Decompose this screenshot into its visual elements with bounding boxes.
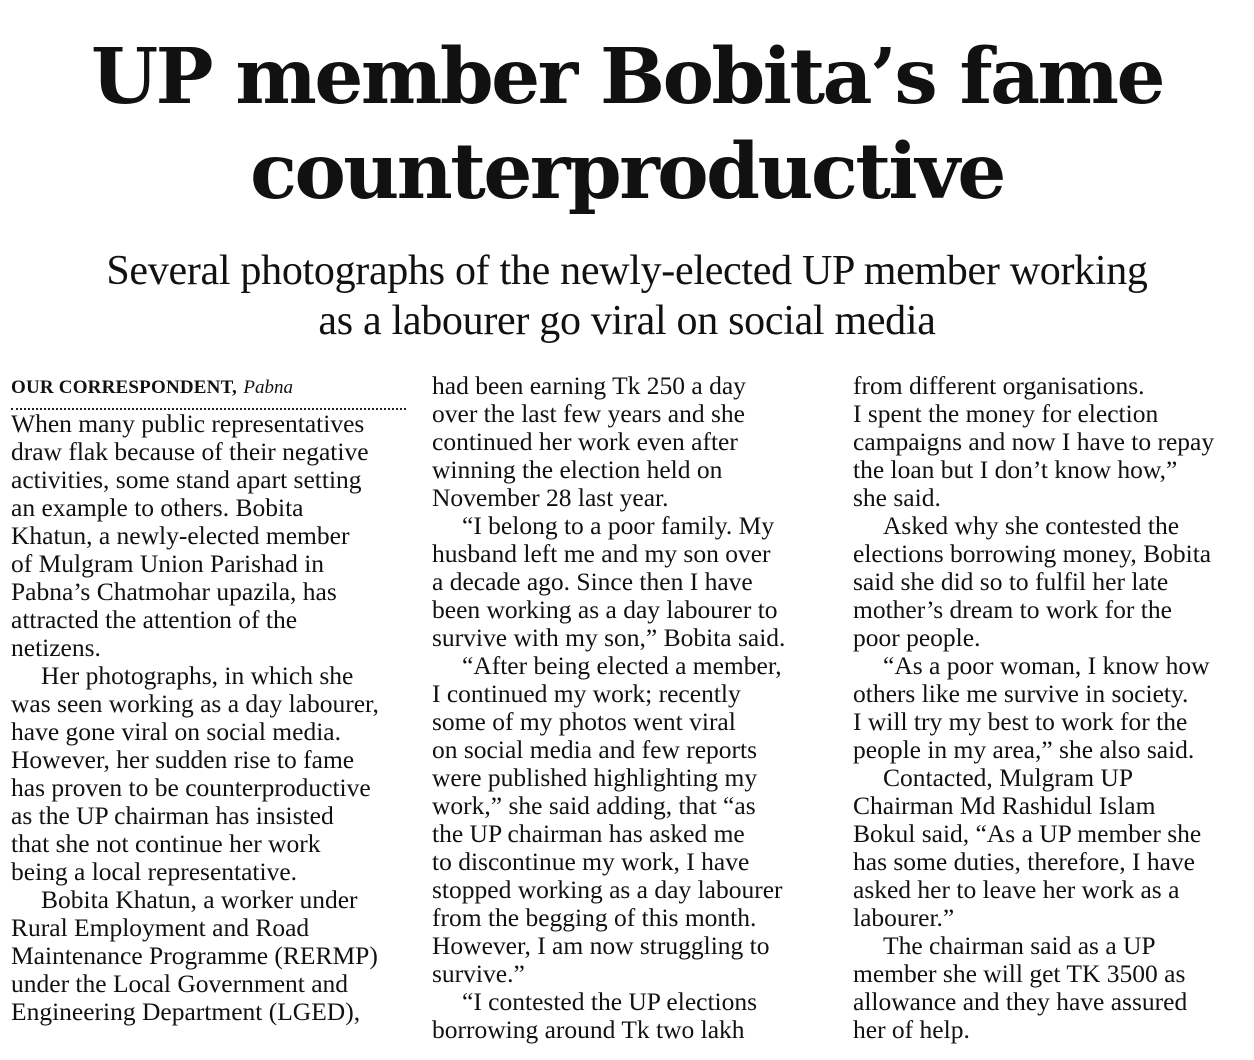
text-line: being a local representative. [11,857,298,886]
text-line: Rural Employment and Road [11,913,310,942]
text-line: winning the election held on [432,455,723,484]
text-line: were published highlighting my [432,763,758,792]
text-line: allowance and they have assured [853,987,1188,1016]
text-line: “I belong to a poor family. My [462,511,775,540]
text-line: “As a poor woman, I know how [883,651,1210,680]
subheadline-line: as a labourer go viral on social media [318,298,936,344]
text-line: work,” she said adding, that “as [432,791,756,820]
text-line: to discontinue my work, I have [432,847,750,876]
text-line: The chairman said as a UP [883,931,1156,960]
text-line: “After being elected a member, [462,651,782,680]
text-line: However, her sudden rise to fame [11,745,355,774]
text-line: under the Local Government and [11,969,349,998]
text-line: Bokul said, “As a UP member she [853,819,1202,848]
text-line: poor people. [853,623,981,652]
headline-line: counterproductive [250,127,1004,217]
text-line: continued her work even after [432,427,738,456]
text-line: “I contested the UP elections [462,987,758,1016]
text-line: an example to others. Bobita [11,493,304,522]
text-line: Engineering Department (LGED), [11,997,361,1026]
text-line: said she did so to fulfil her late [853,567,1169,596]
text-line: she said. [853,483,941,512]
text-line: Her photographs, in which she [41,661,354,690]
article-column-1 [11,372,406,1026]
subheadline [0,246,1254,346]
text-line: I continued my work; recently [432,679,741,708]
text-line: some of my photos went viral [432,707,736,736]
text-line: borrowing around Tk two lakh [432,1015,745,1044]
text-line: as the UP chairman has insisted [11,801,334,830]
text-line: attracted the attention of the [11,605,298,634]
text-line: husband left me and my son over [432,539,771,568]
text-line: has proven to be counterproductive [11,773,371,802]
text-line: Asked why she contested the [883,511,1180,540]
text-line: over the last few years and she [432,399,745,428]
text-line: from different organisations. [853,371,1145,400]
byline [11,372,406,410]
text-line: was seen working as a day labourer, [11,689,379,718]
text-line: elections borrowing money, Bobita [853,539,1212,568]
text-line: Pabna’s Chatmohar upazila, has [11,577,337,606]
text-line: When many public representatives [11,409,365,438]
text-line: survive.” [432,959,525,988]
text-line: on social media and few reports [432,735,758,764]
text-line: has some duties, therefore, I have [853,847,1195,876]
article-column-3 [853,372,1248,1044]
text-line: campaigns and now I have to repay [853,427,1215,456]
text-line: survive with my son,” Bobita said. [432,623,786,652]
text-line: November 28 last year. [432,483,669,512]
text-line: have gone viral on social media. [11,717,341,746]
headline-line: UP member Bobita’s fame [91,32,1163,122]
text-line: the UP chairman has asked me [432,819,745,848]
text-line: I spent the money for election [853,399,1159,428]
text-line: Chairman Md Rashidul Islam [853,791,1156,820]
text-line: others like me survive in society. [853,679,1189,708]
text-line: mother’s dream to work for the [853,595,1172,624]
subheadline-line: Several photographs of the newly-elected UP member working [106,248,1148,294]
text-line: draw flak because of their negative [11,437,369,466]
text-line: been working as a day labourer to [432,595,778,624]
text-line: Maintenance Programme (RERMP) [11,941,378,970]
text-line: her of help. [853,1015,970,1044]
text-line: a decade ago. Since then I have [432,567,753,596]
text-line: the loan but I don’t know how,” [853,455,1178,484]
text-line: Khatun, a newly-elected member [11,521,350,550]
text-line: people in my area,” she also said. [853,735,1195,764]
text-line: from the begging of this month. [432,903,757,932]
text-line: member she will get TK 3500 as [853,959,1186,988]
text-line: I will try my best to work for the [853,707,1188,736]
text-line: Bobita Khatun, a worker under [41,885,358,914]
text-line: of Mulgram Union Parishad in [11,549,325,578]
text-line: that she not continue her work [11,829,321,858]
text-line: asked her to leave her work as a [853,875,1180,904]
text-line: labourer.” [853,903,955,932]
text-line: Contacted, Mulgram UP [883,763,1134,792]
text-line: stopped working as a day labourer [432,875,783,904]
text-line: netizens. [11,633,101,662]
text-line: had been earning Tk 250 a day [432,371,746,400]
byline-place: Pabna [243,377,293,398]
text-line: However, I am now struggling to [432,931,770,960]
headline [0,30,1254,220]
text-line: activities, some stand apart setting [11,465,362,494]
article-column-2 [432,372,827,1044]
byline-name: OUR CORRESPONDENT, [11,377,237,398]
